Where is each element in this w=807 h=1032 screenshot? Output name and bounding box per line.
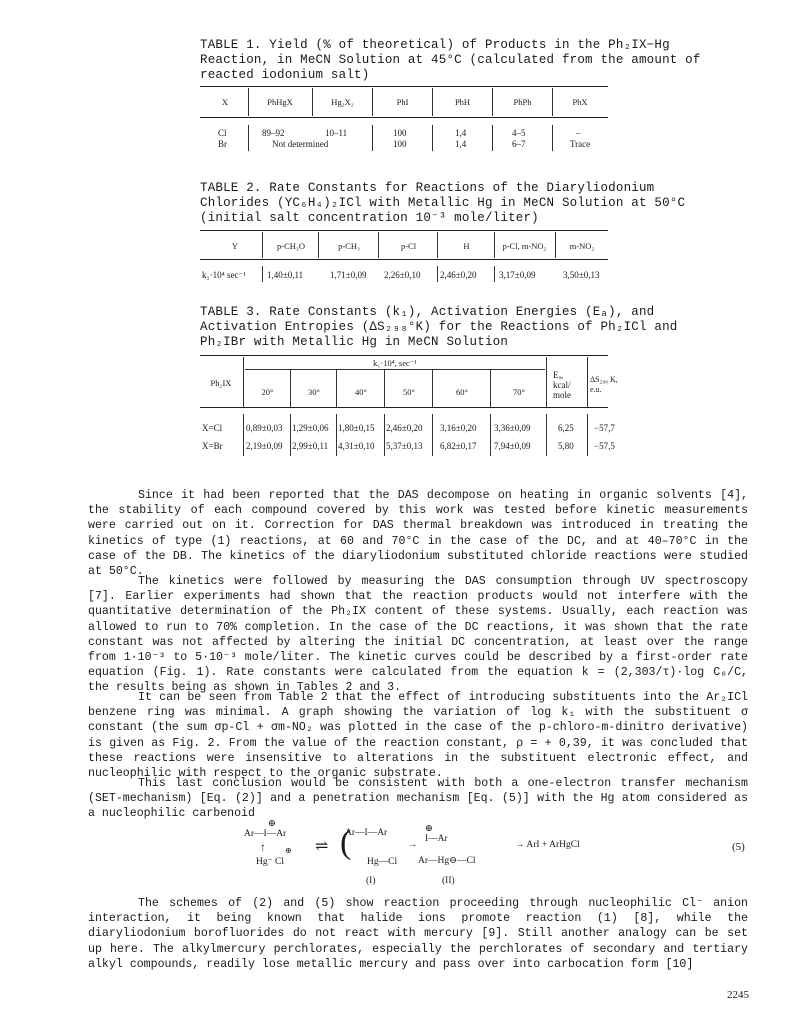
table2-cell: 3,17±0,09 [499, 270, 536, 280]
eq-left-bottom: Hg⁻ Cl [256, 857, 284, 867]
table3-cell: −57,7 [594, 423, 615, 433]
table1-header-divider [372, 88, 373, 116]
table1-body-divider [552, 125, 553, 151]
table2-header: p-CH₃O [277, 241, 305, 251]
table3-cell: 1,29±0,06 [292, 423, 329, 433]
table3-divider [490, 370, 491, 407]
table3-body-divider [432, 414, 433, 456]
table3-body-divider [490, 414, 491, 456]
table2-cell: 2,46±0,20 [440, 270, 477, 280]
table1-cell: 100 [393, 128, 407, 138]
table3-cell: 3,36±0,09 [494, 423, 531, 433]
table2-row-label: k₁·10⁴ sec⁻¹ [202, 270, 246, 280]
table3-cell: 4,31±0,10 [338, 441, 375, 451]
table2-header: Y [231, 241, 239, 251]
table1-top-rule [200, 86, 608, 87]
table3-temp-header: 70° [513, 387, 525, 397]
table1-header-divider [248, 88, 249, 116]
table3-cell: 5,80 [558, 441, 574, 451]
eq-right-top: I—Ar [425, 834, 448, 844]
table3-body-divider [587, 414, 588, 456]
table2-header: p-Cl, m-NO₂ [502, 241, 547, 251]
table3-row-label: X=Br [202, 441, 223, 451]
table3-body-divider [384, 414, 385, 456]
table3-cell: 7,94±0,09 [494, 441, 531, 451]
eq-middle-bracket: ( [340, 824, 352, 861]
table3-caption: TABLE 3. Rate Constants (k₁), Activation Energies (Eₐ), and Activation Entropies (ΔS₂₉₈°K) for the Reactions of Ph₂ICl and Ph₂IBr with Metallic Hg in MeCN Solution [200, 305, 678, 349]
body-paragraph: It can be seen from Table 2 that the effect of introducing substituents into the Ar₂ICl benzene ring was minimal. A graph showing the variation of log k₁ with the substituent σ constant (the sum σp-Cl + σm-NO₂ was plotted in the case of the p-chloro-m-dinitro derivative) is given as Fig. 2. From the value of the reaction constant, ρ = + 0,39, it was concluded that these reactions were insensitive to alterations in the substituent electronic effect, and nucleophilic with respect to the organic substrate. [88, 691, 748, 781]
table3-temp-header: 20° [261, 387, 274, 397]
table3-cell: 6,25 [558, 423, 574, 433]
table2-cell: 1,71±0,09 [330, 270, 367, 280]
table3-body-divider [290, 414, 291, 456]
table2-body-divider [494, 266, 495, 282]
table3-body-divider [243, 414, 244, 456]
table2-top-rule [200, 230, 608, 231]
table1-cell: 6–7 [512, 139, 526, 149]
table1-cell: 1,4 [455, 128, 467, 138]
body-paragraph: This last conclusion would be consistent with both a one-electron transfer mechanism (SET-mechanism) [Eq. (2)] and a penetration mechanism [Eq. (5)] with the Hg atom considered as a nucleophilic carbenoid [88, 777, 748, 821]
eq-label-ii: (II) [442, 876, 455, 886]
eq-left-top: Ar—I—Ar [244, 829, 287, 839]
table1-header-divider [492, 88, 493, 116]
table3-cell: 3,16±0,20 [440, 423, 477, 433]
table1-cell: 100 [393, 139, 407, 149]
table2-divider [437, 232, 438, 258]
table1-cell: Br [218, 139, 227, 149]
table1-header-x: X [221, 97, 229, 107]
table2-cell: 1,40±0,11 [267, 270, 304, 280]
table3-cell: 6,82±0,17 [440, 441, 477, 451]
table3-temp-header: 30° [308, 387, 320, 397]
table1-cell: Not determined [272, 139, 329, 149]
table3-group-header: k₁·10⁴, sec⁻¹ [373, 358, 417, 368]
table3-top-rule [200, 355, 608, 356]
eq-label-i: (I) [366, 876, 376, 886]
table1-header-phhgx: PhHgX [267, 97, 293, 107]
table2-header: H [463, 241, 470, 251]
table3-cell: 1,80±0,15 [338, 423, 375, 433]
table3-divider [336, 370, 337, 407]
table2-divider [262, 232, 263, 258]
table3-divider [546, 357, 547, 407]
table3-cell: 2,46±0,20 [386, 423, 423, 433]
table3-ea-header: Eₐ, kcal/ mole [553, 370, 571, 400]
table1-cell: Cl [218, 128, 227, 138]
table2-caption: TABLE 2. Rate Constants for Reactions of the Diaryliodonium Chlorides (YC₆H₄)₂ICl with Metallic Hg in MeCN Solution at 50°C (initial salt concentration 10⁻³ mole/liter) [200, 181, 686, 225]
eq-number: (5) [732, 841, 745, 853]
table1-header-phi: PhI [396, 97, 409, 107]
table1-header-phph: PhPh [513, 97, 532, 107]
table1-header-divider [552, 88, 553, 116]
table3-ds-header: ΔS₂₉₈ K, e.u. [590, 375, 618, 394]
table3-cell: 0,89±0,03 [246, 423, 283, 433]
table2-header: p-CH₃ [338, 241, 360, 251]
table3-cell: 2,19±0,09 [246, 441, 283, 451]
table2-cell: 2,26±0,10 [384, 270, 421, 280]
eq-equilibrium-arrow: ⇌ [315, 838, 329, 855]
table3-row-label: X=Cl [202, 423, 223, 433]
table3-header-rule [200, 407, 608, 408]
eq-arrow: → [408, 840, 418, 850]
table3-divider [384, 370, 385, 407]
page-number: 2245 [727, 989, 749, 1001]
eq-products: → ArI + ArHgCl [515, 840, 580, 850]
table1-header-phx: PhX [572, 97, 588, 107]
table2-header: p-Cl [400, 241, 417, 251]
table3-cell: 5,37±0,13 [386, 441, 423, 451]
table3-divider [587, 357, 588, 407]
table3-cell: 2,99±0,11 [292, 441, 329, 451]
table3-body-divider [336, 414, 337, 456]
table1-caption: TABLE 1. Yield (% of theoretical) of Products in the Ph₂IX−Hg Reaction, in MeCN Solution at 45°C (calculated from the amount of reacted iodonium salt) [200, 38, 701, 82]
eq-middle-top: Ar—I—Ar [345, 828, 388, 838]
eq-left-arrow: ↑ [260, 840, 266, 854]
table1-header-divider [312, 88, 313, 116]
table1-cell: Trace [570, 139, 591, 149]
table2-body-divider [262, 266, 263, 282]
table2-header: m-NO₂ [569, 241, 595, 251]
table1-header-rule [200, 117, 608, 118]
table3-body-divider [546, 414, 547, 456]
table3-temp-header: 60° [456, 387, 468, 397]
table1-cell: 4–5 [512, 128, 526, 138]
table2-cell: 3,50±0,13 [563, 270, 600, 280]
table2-body-divider [437, 266, 438, 282]
body-paragraph: The schemes of (2) and (5) show reaction proceeding through nucleophilic Cl⁻ anion interaction, it being known that halide ions promote reaction (1) [8], while the diaryliodonium borofluorides do not react with mercury [9]. Still another analogy can be set up here. The alkylmercury perchlorates, especially the perchlorates of secondary and tertiary alkyl compounds, readily lose metallic mercury and pass over into carbocation form [10] [88, 897, 748, 971]
eq-right-bottom: Ar—Hg⊖—Cl [418, 856, 476, 866]
table2-header-rule [200, 259, 608, 260]
table2-divider [378, 232, 379, 258]
table1-cell: 89–92 [262, 128, 285, 138]
table1-header-phh: PhH [454, 97, 471, 107]
table3-temp-header: 50° [403, 387, 415, 397]
table3-temp-header: 40° [355, 387, 367, 397]
eq-right-top-charge: ⊕ [425, 824, 433, 834]
table3-divider [243, 357, 244, 407]
table1-body-divider [492, 125, 493, 151]
table1-cell: – [576, 128, 581, 138]
table3-col0-header: Ph₂IX [210, 378, 232, 388]
table1-header-divider [432, 88, 433, 116]
table1-cell: 10–11 [325, 128, 348, 138]
table3-cell: −57,5 [594, 441, 615, 451]
body-paragraph: Since it had been reported that the DAS decompose on heating in organic solvents [4], the stability of each compound covered by this work was tested before kinetic measurements were carried out on it. Correction for DAS thermal breakdown was introduced in treating the kinetics of type (1) reactions, at 60 and 70°C in the case of the DC, and at 40–70°C in the case of the DB. The kinetics of the diaryliodonium substituted chloride reactions were studied at 50°C. [88, 489, 748, 579]
table2-divider [555, 232, 556, 258]
table3-divider [432, 370, 433, 407]
table1-cell: 1,4 [455, 139, 467, 149]
eq-left-bottom-charge: ⊕ [285, 846, 292, 855]
body-paragraph: The kinetics were followed by measuring the DAS consumption through UV spectroscopy [7]. Earlier experiments had shown that the reaction products would not interfere with the quantitative determination of the Ph₂IX content of these systems. Usually, each reaction was allowed to run to 70% completion. In the case of the DC reactions, it was shown that the rate constant was not affected by altering the initial DC concentration, at least over the range from 1·10⁻³ to 5·10⁻³ mole/liter. The kinetic curves could be described by a first-order rate equation (Fig. 1). Rate constants were calculated from the equation k = (2,303/τ)·log C₀/C, the results being as shown in Tables 2 and 3. [88, 575, 748, 695]
table1-body-divider [248, 125, 249, 151]
eq-middle-bottom: Hg—Cl [367, 857, 398, 867]
table1-body-divider [372, 125, 373, 151]
table1-body-divider [432, 125, 433, 151]
table3-divider [290, 370, 291, 407]
eq-left-top-charge: ⊕ [268, 819, 276, 829]
table1-header-hg2x2: Hg₂X₂ [331, 97, 354, 107]
table2-divider [318, 232, 319, 258]
